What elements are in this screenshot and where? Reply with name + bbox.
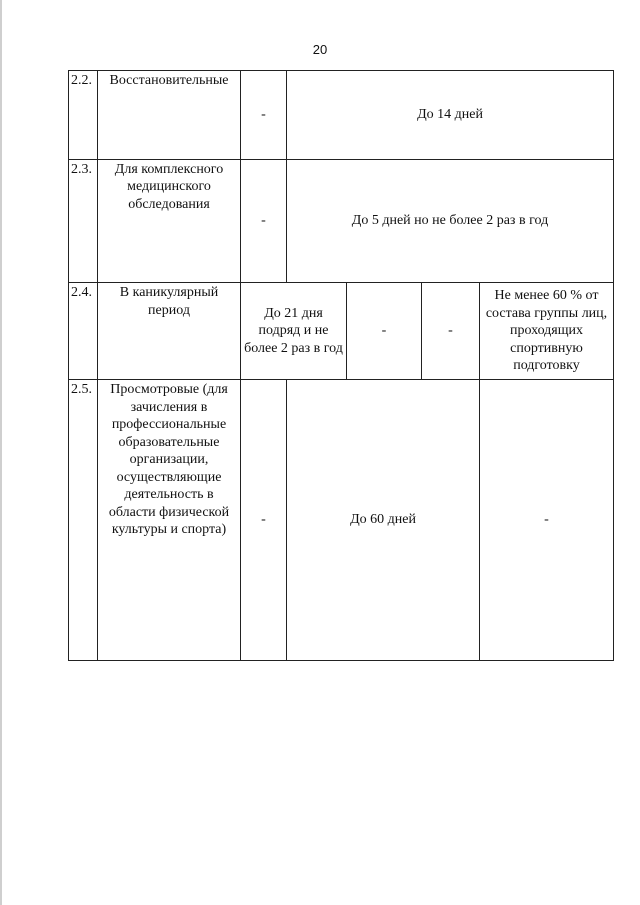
table-row xyxy=(69,159,614,283)
row-number: 2.4. xyxy=(69,283,98,380)
duration-cell: До 5 дней но не более 2 раз в год xyxy=(287,159,614,283)
table-row xyxy=(69,380,614,661)
page-edge xyxy=(0,0,2,905)
training-camps-table xyxy=(68,70,614,661)
cell-dash: - xyxy=(422,283,480,380)
cell-dash: - xyxy=(241,71,287,160)
table-row xyxy=(69,283,614,380)
table-row xyxy=(69,71,614,160)
page-number: 20 xyxy=(312,42,328,57)
note-cell: Не менее 60 % от состава группы лиц, проходящих спортивную подготовку xyxy=(480,283,614,380)
cell-dash: - xyxy=(347,283,422,380)
row-number: 2.2. xyxy=(69,71,98,160)
row-number: 2.5. xyxy=(69,380,98,661)
camp-type: Для комплексного медицинского обследования xyxy=(98,159,241,283)
cell-dash: - xyxy=(241,159,287,283)
camp-type: В каникулярный период xyxy=(98,283,241,380)
duration-cell: До 14 дней xyxy=(287,71,614,160)
camp-type: Восстановительные xyxy=(98,71,241,160)
camp-type: Просмотровые (для зачисления в профессиональные образовательные организации, осуществляющие деятельность в области физической культуры и спорта) xyxy=(98,380,241,661)
cell-dash: - xyxy=(480,380,614,661)
cell-dash: - xyxy=(241,380,287,661)
duration-cell: До 21 дня подряд и не более 2 раз в год xyxy=(241,283,347,380)
duration-cell: До 60 дней xyxy=(287,380,480,661)
row-number: 2.3. xyxy=(69,159,98,283)
